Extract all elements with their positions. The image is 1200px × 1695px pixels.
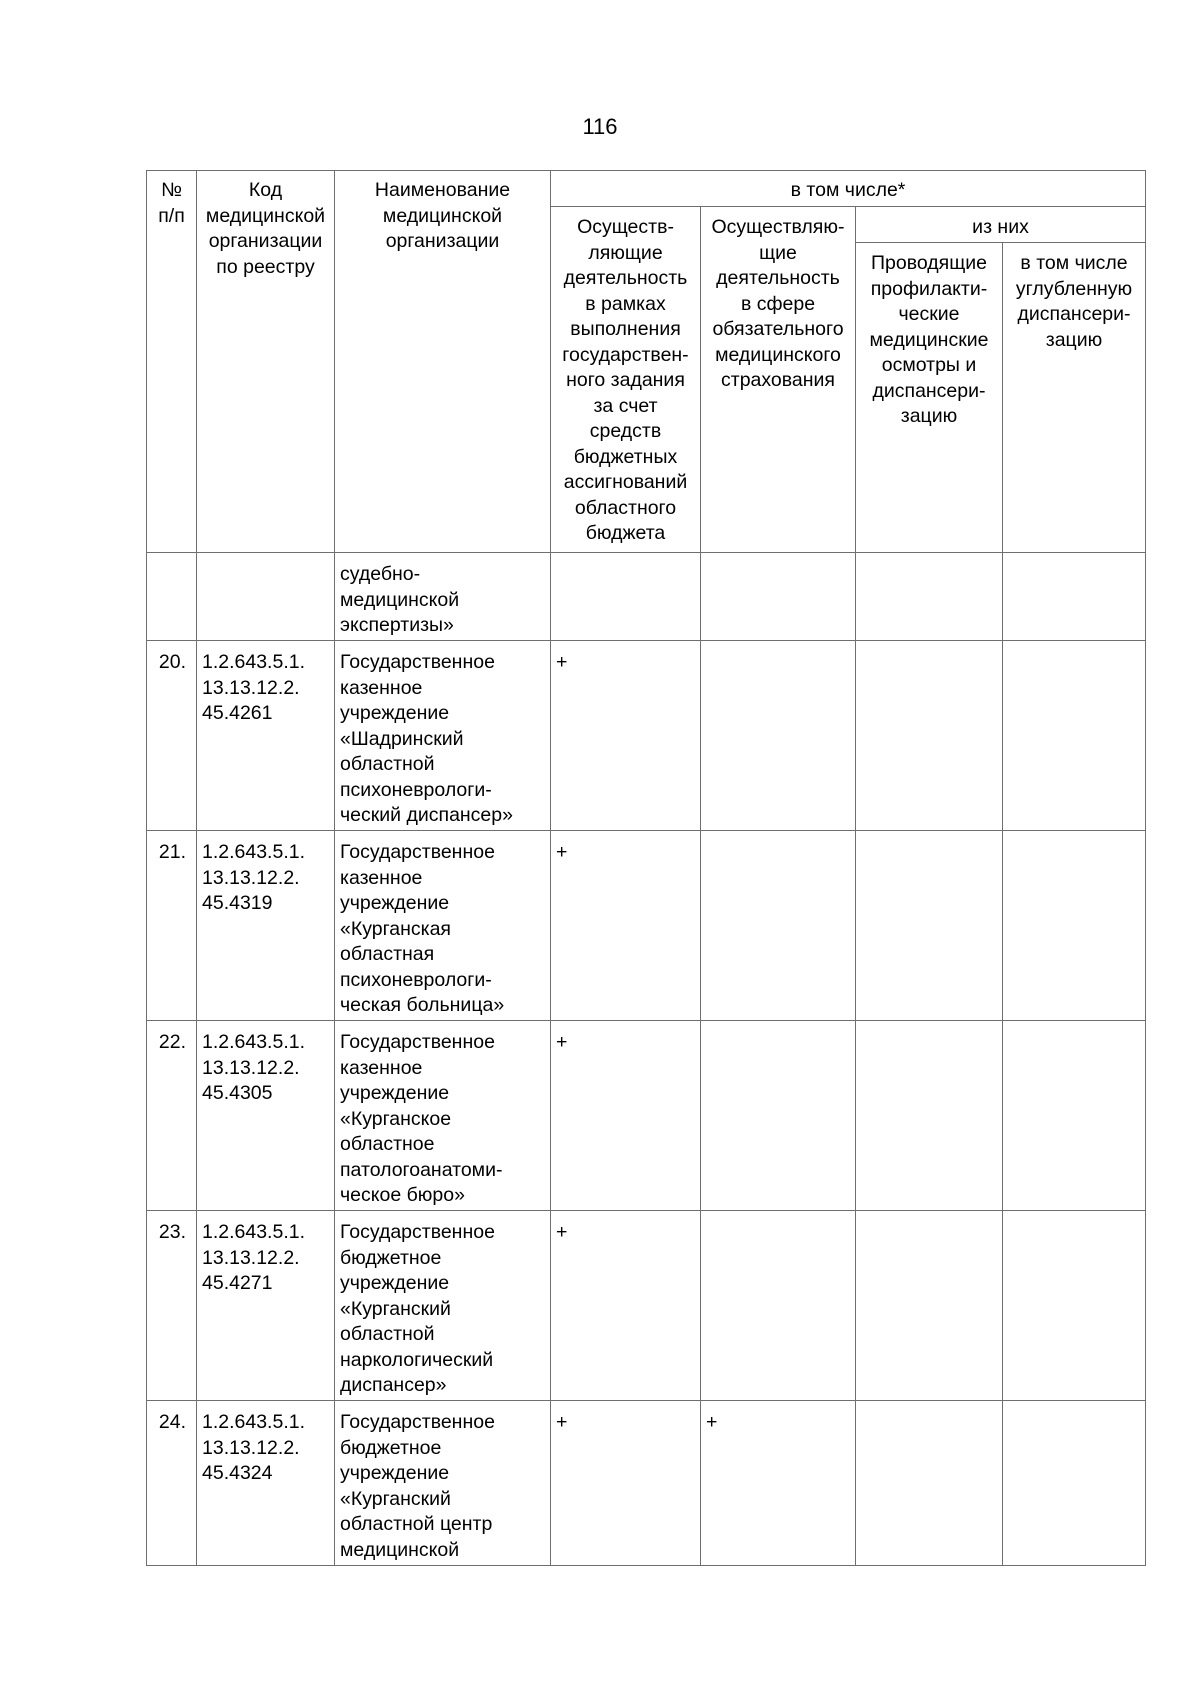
row-in-depth-mark xyxy=(1003,641,1146,831)
row-budget-mark: + xyxy=(551,1021,701,1211)
table-row xyxy=(147,831,1146,1021)
row-num: 20. xyxy=(147,641,197,831)
row-name: Государственное казенное учреждение «Шадринский областной психоневрологи- ческий диспансер» xyxy=(335,641,551,831)
row-num: 24. xyxy=(147,1401,197,1566)
continuation-name: судебно- медицинской экспертизы» xyxy=(335,553,551,641)
row-checkups-mark xyxy=(856,831,1003,1021)
row-oms-mark xyxy=(701,831,856,1021)
row-checkups-mark xyxy=(856,641,1003,831)
row-budget-mark: + xyxy=(551,1401,701,1566)
header-in-depth: в том числе углубленную диспансери- зацию xyxy=(1003,243,1146,553)
row-code: 1.2.643.5.1. 13.13.12.2. 45.4261 xyxy=(197,641,335,831)
row-checkups-mark xyxy=(856,1021,1003,1211)
header-of-them: из них xyxy=(856,207,1146,243)
table-row xyxy=(147,1401,1146,1566)
header-checkups: Проводящие профилакти- ческие медицинские осмотры и диспансери- зацию xyxy=(856,243,1003,553)
row-name: Государственное бюджетное учреждение «Курганский областной наркологический диспансер» xyxy=(335,1211,551,1401)
row-num: 23. xyxy=(147,1211,197,1401)
row-name: Государственное казенное учреждение «Курганское областное патологоанатоми- ческое бюро» xyxy=(335,1021,551,1211)
continuation-row xyxy=(147,553,1146,641)
row-oms-mark: + xyxy=(701,1401,856,1566)
row-code: 1.2.643.5.1. 13.13.12.2. 45.4271 xyxy=(197,1211,335,1401)
row-code: 1.2.643.5.1. 13.13.12.2. 45.4324 xyxy=(197,1401,335,1566)
row-name: Государственное бюджетное учреждение «Курганский областной центр медицинской xyxy=(335,1401,551,1566)
header-including: в том числе* xyxy=(551,171,1146,207)
continuation-budget xyxy=(551,553,701,641)
row-oms-mark xyxy=(701,1211,856,1401)
header-code: Код медицинской организации по реестру xyxy=(197,171,335,553)
continuation-oms xyxy=(701,553,856,641)
row-num: 22. xyxy=(147,1021,197,1211)
table-row xyxy=(147,641,1146,831)
continuation-code xyxy=(197,553,335,641)
continuation-num xyxy=(147,553,197,641)
table-row xyxy=(147,1021,1146,1211)
header-budget: Осуществ- ляющие деятельность в рамках выполнения государствен- ного задания за счет средств бюджетных ассигнований областного бюджета xyxy=(551,207,701,553)
header-name: Наименование медицинской организации xyxy=(335,171,551,553)
header-row-1 xyxy=(147,171,1146,207)
continuation-in-depth xyxy=(1003,553,1146,641)
row-checkups-mark xyxy=(856,1401,1003,1566)
table-row xyxy=(147,1211,1146,1401)
row-in-depth-mark xyxy=(1003,1021,1146,1211)
row-code: 1.2.643.5.1. 13.13.12.2. 45.4319 xyxy=(197,831,335,1021)
header-num: № п/п xyxy=(147,171,197,553)
row-budget-mark: + xyxy=(551,1211,701,1401)
row-name: Государственное казенное учреждение «Курганская областная психоневрологи- ческая больница» xyxy=(335,831,551,1021)
page-number: 116 xyxy=(582,114,618,139)
medical-organizations-table xyxy=(146,170,1146,1566)
row-in-depth-mark xyxy=(1003,831,1146,1021)
row-checkups-mark xyxy=(856,1211,1003,1401)
row-in-depth-mark xyxy=(1003,1401,1146,1566)
header-oms: Осуществляю- щие деятельность в сфере обязательного медицинского страхования xyxy=(701,207,856,553)
row-code: 1.2.643.5.1. 13.13.12.2. 45.4305 xyxy=(197,1021,335,1211)
row-in-depth-mark xyxy=(1003,1211,1146,1401)
continuation-checkups xyxy=(856,553,1003,641)
row-oms-mark xyxy=(701,1021,856,1211)
row-num: 21. xyxy=(147,831,197,1021)
row-budget-mark: + xyxy=(551,641,701,831)
row-budget-mark: + xyxy=(551,831,701,1021)
row-oms-mark xyxy=(701,641,856,831)
